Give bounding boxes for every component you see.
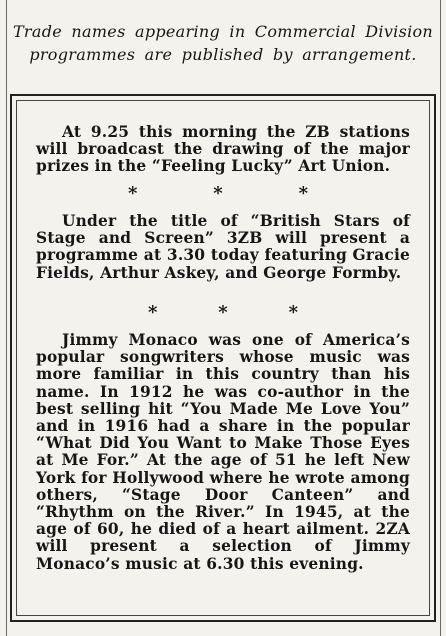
paragraph-art-union: At 9.25 this morning the ZB stations will broadcast the drawing of the major prizes in the “Feeling Lucky” Art Union. <box>36 123 410 176</box>
trade-names-notice: Trade names appearing in Commercial Division programmes are published by arrangement. <box>12 22 434 64</box>
paragraph-british-stars: Under the title of “British Stars of Stage and Screen” 3ZB will present a programme at 3.30 today featuring Gracie Fields, Arthur Askey, and George Formby. <box>36 212 410 282</box>
separator-star: * <box>298 183 308 204</box>
separator-star: * <box>213 183 223 204</box>
separator-star: * <box>288 302 298 323</box>
separator-star: * <box>218 302 228 323</box>
separator-stars-1 <box>128 183 308 204</box>
separator-star: * <box>148 302 158 323</box>
paragraph-jimmy-monaco: Jimmy Monaco was one of America’s popular songwriters whose music was more familiar in this country than his name. In 1912 he was co-author in the best selling hit “You Made Me Love You” and in 1916 had a share in the popular “What Did You Want to Make Those Eyes at Me For.” At the age of 51 he left New York for Hollywood where he wrote among others, “Stage Door Canteen” and “Rhythm on the River.” In 1945, at the age of 60, he died of a heart ailment. 2ZA will present a selection of Jimmy Monaco’s music at 6.30 this evening. <box>36 331 410 573</box>
separator-stars-2 <box>148 302 298 323</box>
left-column-rule <box>6 0 7 636</box>
right-column-rule <box>440 0 441 636</box>
separator-star: * <box>128 183 138 204</box>
